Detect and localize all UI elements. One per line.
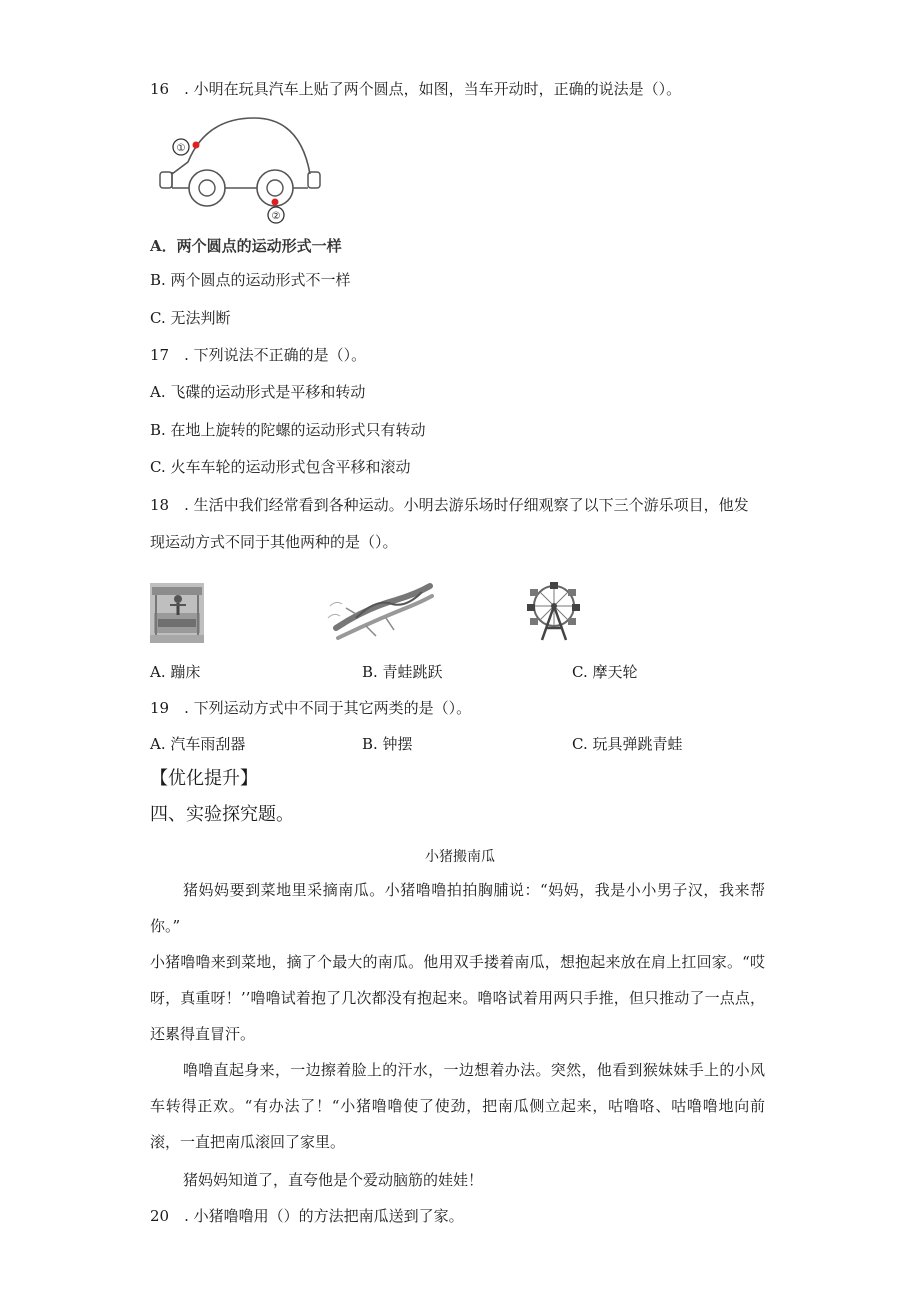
section-optimize-heading: 【优化提升】 [150, 768, 258, 789]
red-dot-1 [193, 142, 200, 149]
frog-jump-image [326, 578, 436, 648]
q16-option-c: C. 无法判断 [150, 309, 231, 327]
ferris-wheel-image [524, 580, 584, 642]
q19-stem: 19 . 下列运动方式中不同于其它两类的是（）。 [150, 699, 472, 717]
q17-option-b: B. 在地上旋转的陀螺的运动形式只有转动 [150, 421, 426, 439]
story-paragraph-3: 噜噜直起身来，一边擦着脸上的汗水，一边想着办法。突然，他看到猴妹妹手上的小风车转得正欢。“有办法了！“小猪噜噜使了使劲，把南瓜侧立起来，咕噜咯、咕噜噜地向前滚，一直把南瓜滚回了家里。 [150, 1061, 765, 1151]
story-paragraph-4: 猪妈妈知道了，直夸他是个爱动脑筋的娃娃！ [183, 1171, 484, 1189]
q20-stem: 20 . 小猪噜噜用（）的方法把南瓜送到了家。 [150, 1207, 464, 1225]
q18-stem-line1: 18 . 生活中我们经常看到各种运动。小明去游乐场时仔细观察了以下三个游乐项目，他发 [150, 496, 749, 514]
story-paragraph-2: 小猪噜噜来到菜地，摘了个最大的南瓜。他用双手搂着南瓜，想抱起来放在肩上扛回家。“哎呀，真重呀！’’噜噜试着抱了几次都没有抱起来。噜咯试着用两只手推，但只推动了一点点，还累得直冒汗。 [150, 953, 765, 1043]
story-title: 小猪搬南瓜 [425, 849, 495, 865]
q18-stem-line2: 现运动方式不同于其他两种的是（）。 [150, 533, 398, 551]
q16-option-b: B. 两个圆点的运动形式不一样 [150, 271, 351, 289]
story-paragraph-1: 猪妈妈要到菜地里采摘南瓜。小猪噜噜拍拍胸脯说：“妈妈，我是小小男子汉，我来帮你。” [150, 881, 765, 935]
q19-option-b: B. 钟摆 [362, 735, 413, 753]
q17-option-a: A. 飞碟的运动形式是平移和转动 [150, 383, 366, 401]
q17-option-c: C. 火车车轮的运动形式包含平移和滚动 [150, 458, 411, 476]
red-dot-2 [272, 199, 279, 206]
figure-label-1: ① [176, 143, 186, 154]
q16-option-a: A．两个圆点的运动形式一样 [150, 237, 342, 255]
q19-option-a: A. 汽车雨刮器 [150, 735, 246, 753]
q18-option-c: C. 摩天轮 [572, 663, 638, 681]
toy-car-figure [150, 116, 325, 224]
q19-option-c: C. 玩具弹跳青蛙 [572, 735, 683, 753]
figure-label-2: ② [271, 211, 281, 222]
section-four-heading: 四、实验探究题。 [150, 804, 294, 825]
q17-stem: 17 . 下列说法不正确的是（）。 [150, 346, 367, 364]
q16-stem: 16 . 小明在玩具汽车上贴了两个圆点，如图，当车开动时，正确的说法是（）。 [150, 80, 682, 98]
q18-option-b: B. 青蛙跳跃 [362, 663, 443, 681]
trampoline-image [150, 583, 204, 643]
q18-option-a: A. 蹦床 [150, 663, 201, 681]
